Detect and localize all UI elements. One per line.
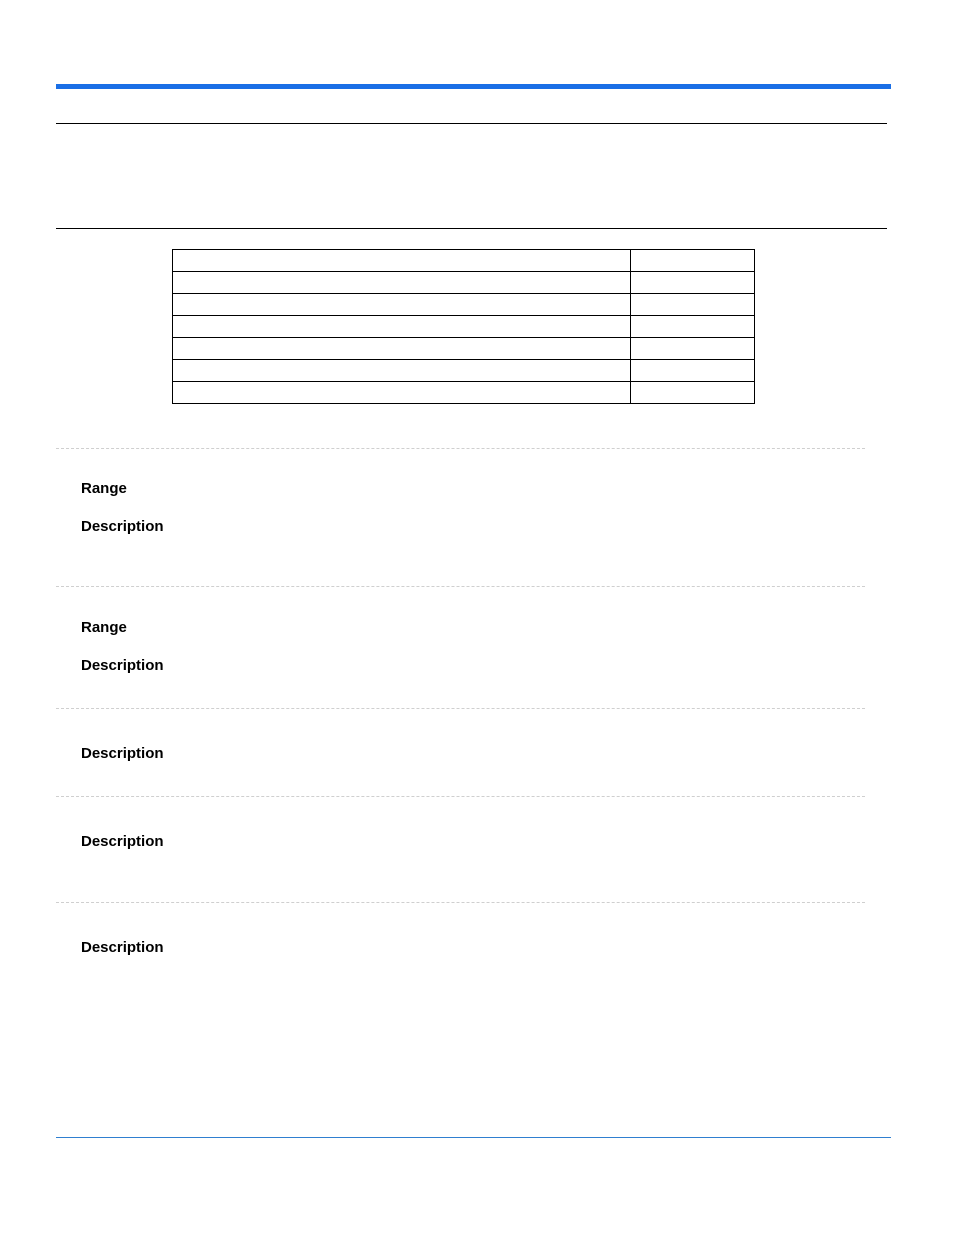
footer-rule bbox=[56, 1137, 891, 1138]
section-1-description-label: Description bbox=[81, 518, 164, 535]
table-cell-value bbox=[631, 250, 755, 272]
section-divider-1 bbox=[56, 448, 865, 449]
table-cell-name bbox=[173, 294, 631, 316]
table-row bbox=[173, 382, 755, 404]
table-cell-name bbox=[173, 338, 631, 360]
table-row bbox=[173, 360, 755, 382]
table-cell-name bbox=[173, 272, 631, 294]
section-2-range-label: Range bbox=[81, 619, 127, 636]
table-cell-name bbox=[173, 360, 631, 382]
table-cell-value bbox=[631, 272, 755, 294]
header-rule-top bbox=[56, 123, 887, 124]
table-row bbox=[173, 294, 755, 316]
table-cell-name bbox=[173, 250, 631, 272]
table-cell-value bbox=[631, 382, 755, 404]
section-divider-3 bbox=[56, 708, 865, 709]
table-cell-name bbox=[173, 316, 631, 338]
table-cell-value bbox=[631, 294, 755, 316]
header-rule-bottom bbox=[56, 228, 887, 229]
section-divider-4 bbox=[56, 796, 865, 797]
table-cell-name bbox=[173, 382, 631, 404]
table-cell-value bbox=[631, 316, 755, 338]
section-3-description-label: Description bbox=[81, 745, 164, 762]
table-row bbox=[173, 316, 755, 338]
section-5-description-label: Description bbox=[81, 939, 164, 956]
parameter-table bbox=[172, 249, 755, 404]
section-1-range-label: Range bbox=[81, 480, 127, 497]
table-row bbox=[173, 272, 755, 294]
table-row bbox=[173, 338, 755, 360]
table-row bbox=[173, 250, 755, 272]
section-divider-5 bbox=[56, 902, 865, 903]
table-cell-value bbox=[631, 360, 755, 382]
table-cell-value bbox=[631, 338, 755, 360]
section-divider-2 bbox=[56, 586, 865, 587]
header-accent-bar bbox=[56, 84, 891, 89]
section-4-description-label: Description bbox=[81, 833, 164, 850]
section-2-description-label: Description bbox=[81, 657, 164, 674]
